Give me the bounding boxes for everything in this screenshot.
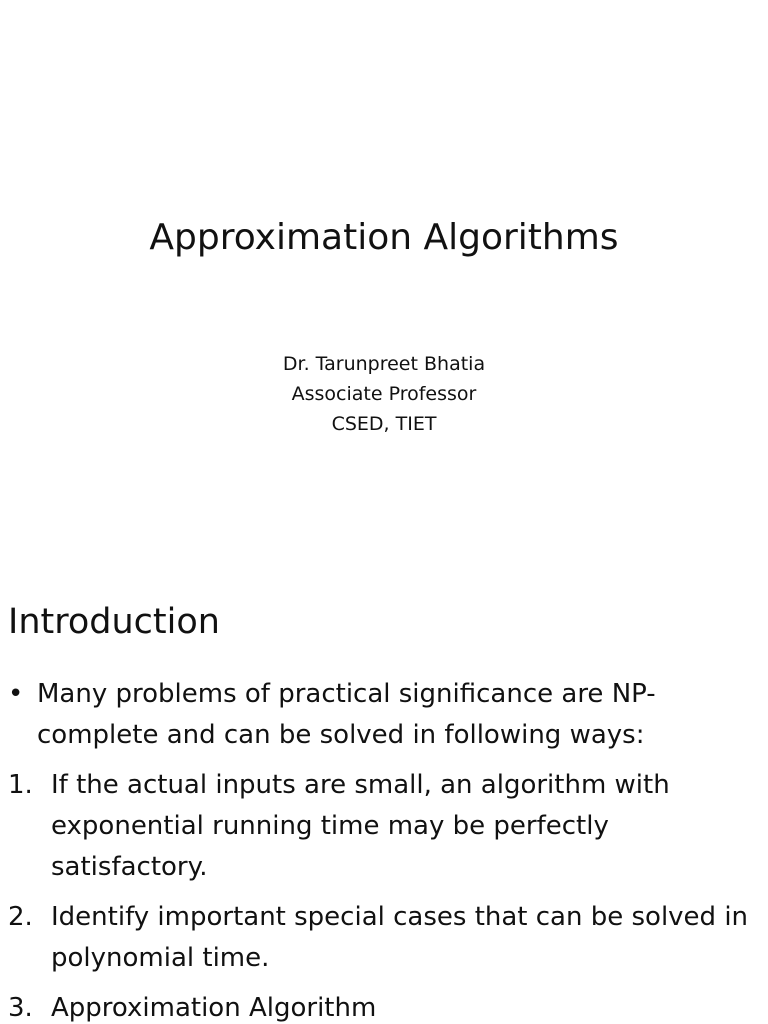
numbered-item-text-1: If the actual inputs are small, an algorithm with exponential running time may be perfectly satisfactory. [51,770,670,882]
slide-title: Approximation Algorithms [149,217,619,258]
introduction-slide [0,576,768,1024]
number-marker-3: 3. [8,993,33,1023]
bullet-marker: • [8,679,24,709]
section-heading: Introduction [8,602,220,642]
numbered-item-text-2: Identify important special cases that can be solved in polynomial time. [51,902,749,973]
bullet-text: Many problems of practical significance are NP-complete and can be solved in following ways: [37,679,656,750]
author-department: CSED, TIET [331,413,437,435]
numbered-item-2 [8,897,753,979]
numbered-item-3 [8,988,753,1024]
introduction-content [8,674,753,1024]
number-marker-1: 1. [8,770,33,800]
numbered-item-text-3: Approximation Algorithm [51,993,377,1023]
author-name: Dr. Tarunpreet Bhatia [282,353,486,375]
numbered-item-1 [8,765,753,888]
author-position: Associate Professor [291,383,477,405]
number-marker-2: 2. [8,902,33,932]
author-info [0,349,768,439]
bullet-item [8,674,753,756]
